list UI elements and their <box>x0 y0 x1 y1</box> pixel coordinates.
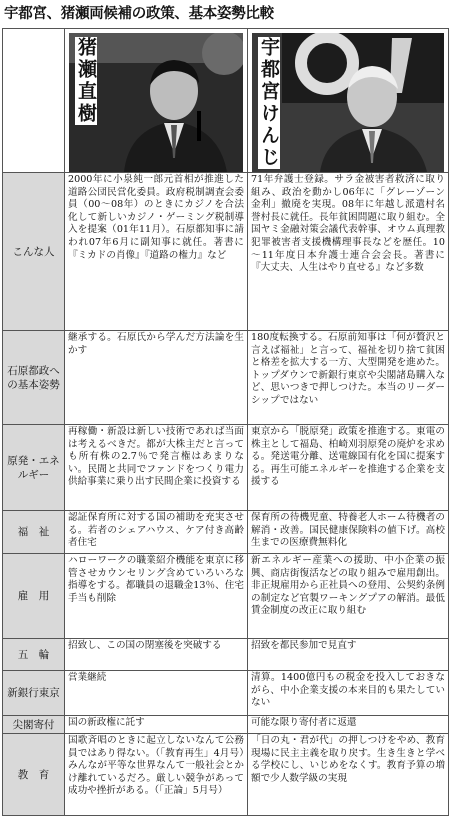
left-cell: 継承する。石原氏から学んだ方法論を生かす <box>65 331 248 425</box>
left-cell: 招致し、この国の閉塞後を突破する <box>65 639 248 671</box>
row-ishihara <box>3 331 449 425</box>
left-cell: ハローワークの職業紹介機能を東京に移管させカウンセリング含めていろいろな指導をする。都職員の退職金13％、住宅手当も削除 <box>65 554 248 639</box>
left-cell: 認証保育所に対する国の補助を充実させる。若者のシェアハウス、ケア付き高齢者住宅 <box>65 511 248 554</box>
row-label: こんな人 <box>3 173 65 331</box>
row-senkaku <box>3 716 449 734</box>
left-cell: 2000年に小泉純一郎元首相が推進した道路公団民営化委員。政府税制調査会委員（00～08年）のときにカジノを合法化して新しいカジノ・ゲーミング税制導入を提案（01年11月）。石原都知事に請われ07年6月に副知事に就任。著書に『ミカドの肖像』『道路の権力』など <box>65 173 248 331</box>
row-label: 五 輪 <box>3 639 65 671</box>
row-energy <box>3 425 449 511</box>
left-cell: 国歌斉唱のときに起立しないなんて公務員ではあり得ない。（「教育再生」4月号）みんなが平等な世界なんて一般社会とかけ離れているだろ。厳しい競争があって成功や挫折がある。（「正論」5月号） <box>65 734 248 816</box>
right-cell: 保育所の待機児童、特養老人ホーム待機者の解消・改善。国民健康保険料の値下げ。高校生までの医療費無料化 <box>248 511 449 554</box>
right-cell: 清算。1400億円もの税金を投入しておきながら、中小企業支援の本来目的も果たしていない <box>248 671 449 716</box>
right-cell: 新エネルギー産業への援助、中小企業の振興、商店街復活などの取り組みで雇用創出。非正規雇用から正社員への登用、公契約条例の制定など官製ワーキングプアの解消。最低賃金制度の改正に取り組む <box>248 554 449 639</box>
row-education <box>3 734 449 816</box>
left-cell: 国の新政権に託す <box>65 716 248 734</box>
candidate-right-cell <box>248 29 449 173</box>
row-label: 福 祉 <box>3 511 65 554</box>
right-cell: 招致を都民参加で見直す <box>248 639 449 671</box>
candidate-left-name: 猪瀬直樹 <box>75 37 97 125</box>
page-title: 宇都宮、猪瀬両候補の政策、基本姿勢比較 <box>4 6 274 22</box>
right-cell: 71年弁護士登録。サラ金被害者救済に取り組み、政治を動かし06年に「グレーゾーン金利」撤廃を実現。08年に年越し派遣村名誉村長に就任。長年貧困問題に取り組む。全国ヤミ金融対策会議代表幹事、オウム真理教犯罪被害者支援機構理事長などを歴任。10～11年度日本弁護士連合会会長。著書に『大丈夫、人生はやり直せる』など多数 <box>248 173 449 331</box>
row-label: 教 育 <box>3 734 65 816</box>
left-cell: 再稼働・新設は新しい技術であれば当面は考えるべきだ。都が大株主だと言っても所有株の2.7％で発言権はあまりない。民間と共同でファンドをつくり電力供給事業に乗り出す民間企業に投資する <box>65 425 248 511</box>
right-cell: 「日の丸・君が代」の押しつけをやめ、教育現場に民主主義を取り戻す。生き生きと学べる学校にし、いじめをなくす。教育予算の増額で少人数学級の実現 <box>248 734 449 816</box>
row-profile <box>3 173 449 331</box>
comparison-table <box>2 28 449 816</box>
right-cell: 180度転換する。石原前知事は「何が贅沢と言えば福祉」と言って、福祉を切り捨て貧困と格差を拡大する一方、大型開発を進めた。トップダウンで新銀行東京や尖閣諸島購入など、思いつきで押しつけた。本当のリーダーシップではない <box>248 331 449 425</box>
row-welfare <box>3 511 449 554</box>
candidate-right-photo <box>252 33 444 172</box>
candidate-left-photo <box>69 33 243 172</box>
row-olympics <box>3 639 449 671</box>
candidate-left-cell <box>65 29 248 173</box>
right-cell: 東京から「脱原発」政策を推進する。東電の株主として福島、柏崎刈羽原発の廃炉を求める。発送電分離、送電線国有化を国に提案する。再生可能エネルギーを推進する企業を支援する <box>248 425 449 511</box>
row-label: 原発・エネルギー <box>3 425 65 511</box>
candidate-right-name: 宇都宮けんじ <box>258 37 280 169</box>
row-shinginko <box>3 671 449 716</box>
row-label: 尖閣寄付 <box>3 716 65 734</box>
photo-row <box>3 29 449 173</box>
left-cell: 営業継続 <box>65 671 248 716</box>
corner-cell <box>3 29 65 173</box>
row-label: 雇 用 <box>3 554 65 639</box>
row-label: 新銀行東京 <box>3 671 65 716</box>
row-label: 石原都政への基本姿勢 <box>3 331 65 425</box>
row-employment <box>3 554 449 639</box>
right-cell: 可能な限り寄付者に返還 <box>248 716 449 734</box>
